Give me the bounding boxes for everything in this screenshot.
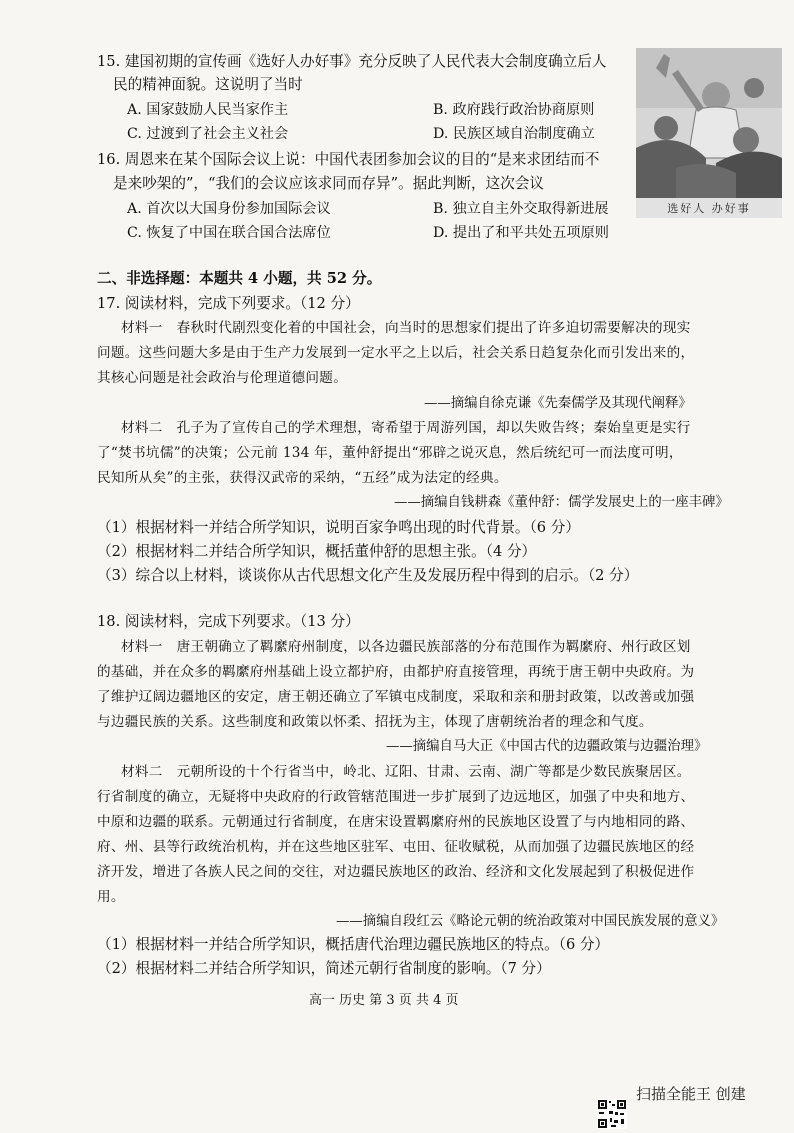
q18-source1: ——摘编自马大正《中国古代的边疆政策与边疆治理》	[386, 739, 708, 754]
q18-material2-line2: 行省制度的确立，无疑将中央政府的行政管辖范围进一步扩展到了边远地区，加强了中央和地方、	[97, 789, 695, 805]
q15-option-a: A. 国家鼓励人民当家作主	[127, 102, 289, 118]
q18-material2-line5: 济开发，增进了各族人民之间的交往，对边疆民族地区的政治、经济和文化发展起到了积极促进作	[97, 864, 695, 880]
q18-question2: （2）根据材料二并结合所学知识，简述元朝行省制度的影响。（7 分）	[97, 960, 551, 977]
q16-option-b: B. 独立自主外交取得新进展	[433, 201, 609, 217]
q15-option-b: B. 政府践行政治协商原则	[433, 102, 595, 118]
q18-stem: 18. 阅读材料，完成下列要求。（13 分）	[97, 613, 360, 630]
q15-stem-line2: 民的精神面貌。这说明了当时	[113, 76, 303, 93]
q18-question1: （1）根据材料一并结合所学知识，概括唐代治理边疆民族地区的特点。（6 分）	[97, 936, 610, 953]
q16-stem-line2: 是来吵架的”，“我们的会议应该求同而存异”。据此判断，这次会议	[113, 175, 545, 192]
q16-stem-line1: 16. 周恩来在某个国际会议上说：中国代表团参加会议的目的“是来求团结而不	[97, 151, 600, 168]
q17-question3: （3）综合以上材料，谈谈你从古代思想文化产生及发展历程中得到的启示。（2 分）	[97, 567, 639, 584]
page-footer: 高一 历史 第 3 页 共 4 页	[309, 993, 459, 1008]
q17-material1-line3: 其核心问题是社会政治与伦理道德问题。	[97, 370, 348, 386]
qr-code-icon	[597, 1099, 627, 1129]
q17-source1: ——摘编自徐克谦《先秦儒学及其现代阐释》	[424, 396, 692, 411]
scanner-watermark: 扫描全能王 创建	[636, 1085, 746, 1103]
q18-material2-line1: 材料二 元朝所设的十个行省当中，岭北、辽阳、甘肃、云南、湖广等都是少数民族聚居区。	[121, 764, 691, 780]
q18-material1-line4: 与边疆民族的关系。这些制度和政策以怀柔、招抚为主，体现了唐朝统治者的理念和气度。	[97, 714, 653, 730]
propaganda-poster-image	[636, 48, 782, 218]
section2-title: 二、非选择题：本题共 4 小题，共 52 分。	[97, 270, 382, 287]
q18-material1-line1: 材料一 唐王朝确立了羁縻府州制度，以各边疆民族部落的分布范围作为羁縻府、州行政区划	[121, 639, 691, 655]
q16-option-a: A. 首次以大国身份参加国际会议	[127, 201, 331, 217]
q17-source2: ——摘编自钱耕森《董仲舒：儒学发展史上的一座丰碑》	[394, 495, 729, 510]
q16-option-c: C. 恢复了中国在联合国合法席位	[127, 225, 331, 241]
q15-option-c: C. 过渡到了社会主义社会	[127, 126, 289, 142]
q17-material1-line1: 材料一 春秋时代剧烈变化着的中国社会，向当时的思想家们提出了许多迫切需要解决的现实	[121, 320, 691, 336]
q17-question1: （1）根据材料一并结合所学知识，说明百家争鸣出现的时代背景。（6 分）	[97, 519, 580, 536]
q17-stem: 17. 阅读材料，完成下列要求。（12 分）	[97, 295, 360, 312]
q18-material1-line3: 了维护辽阔边疆地区的安定，唐王朝还确立了军镇屯戍制度，采取和亲和册封政策，以改善或加强	[97, 689, 695, 705]
q17-material2-line3: 民知所从矣”的主张，获得汉武帝的采纳，“五经”成为法定的经典。	[97, 470, 508, 486]
q18-material2-line6: 用。	[97, 889, 125, 905]
q18-material2-line3: 中原和边疆的联系。元朝通过行省制度，在唐宋设置羁縻府州的民族地区设置了与内地相同的路、	[97, 814, 695, 830]
q17-material2-line1: 材料二 孔子为了宣传自己的学术理想，寄希望于周游列国，却以失败告终；秦始皇更是实行	[121, 420, 691, 436]
q18-source2: ——摘编自段红云《略论元朝的统治政策对中国民族发展的意义》	[336, 914, 725, 929]
q16-option-d: D. 提出了和平共处五项原则	[433, 225, 609, 241]
q15-option-d: D. 民族区域自治制度确立	[433, 126, 595, 142]
q18-material2-line4: 府、州、县等行政统治机构，并在这些地区驻军、屯田、征收赋税，从而加强了边疆民族地区的经	[97, 839, 695, 855]
q17-material1-line2: 问题。这些问题大多是由于生产力发展到一定水平之上以后，社会关系日趋复杂化而引发出来的，	[97, 345, 695, 361]
poster-caption: 选好人 办好事	[667, 202, 751, 215]
q17-material2-line2: 了“焚书坑儒”的决策；公元前 134 年，董仲舒提出“邪辟之说灭息，然后统纪可一而法度可明，	[97, 445, 683, 461]
poster-illustration	[636, 48, 782, 218]
q15-stem-line1: 15. 建国初期的宣传画《选好人办好事》充分反映了人民代表大会制度确立后人	[97, 53, 607, 70]
q18-material1-line2: 的基础，并在众多的羁縻府州基础上设立都护府，由都护府直接管理，再统于唐王朝中央政府。为	[97, 664, 695, 680]
q17-question2: （2）根据材料二并结合所学知识，概括董仲舒的思想主张。（4 分）	[97, 543, 537, 560]
